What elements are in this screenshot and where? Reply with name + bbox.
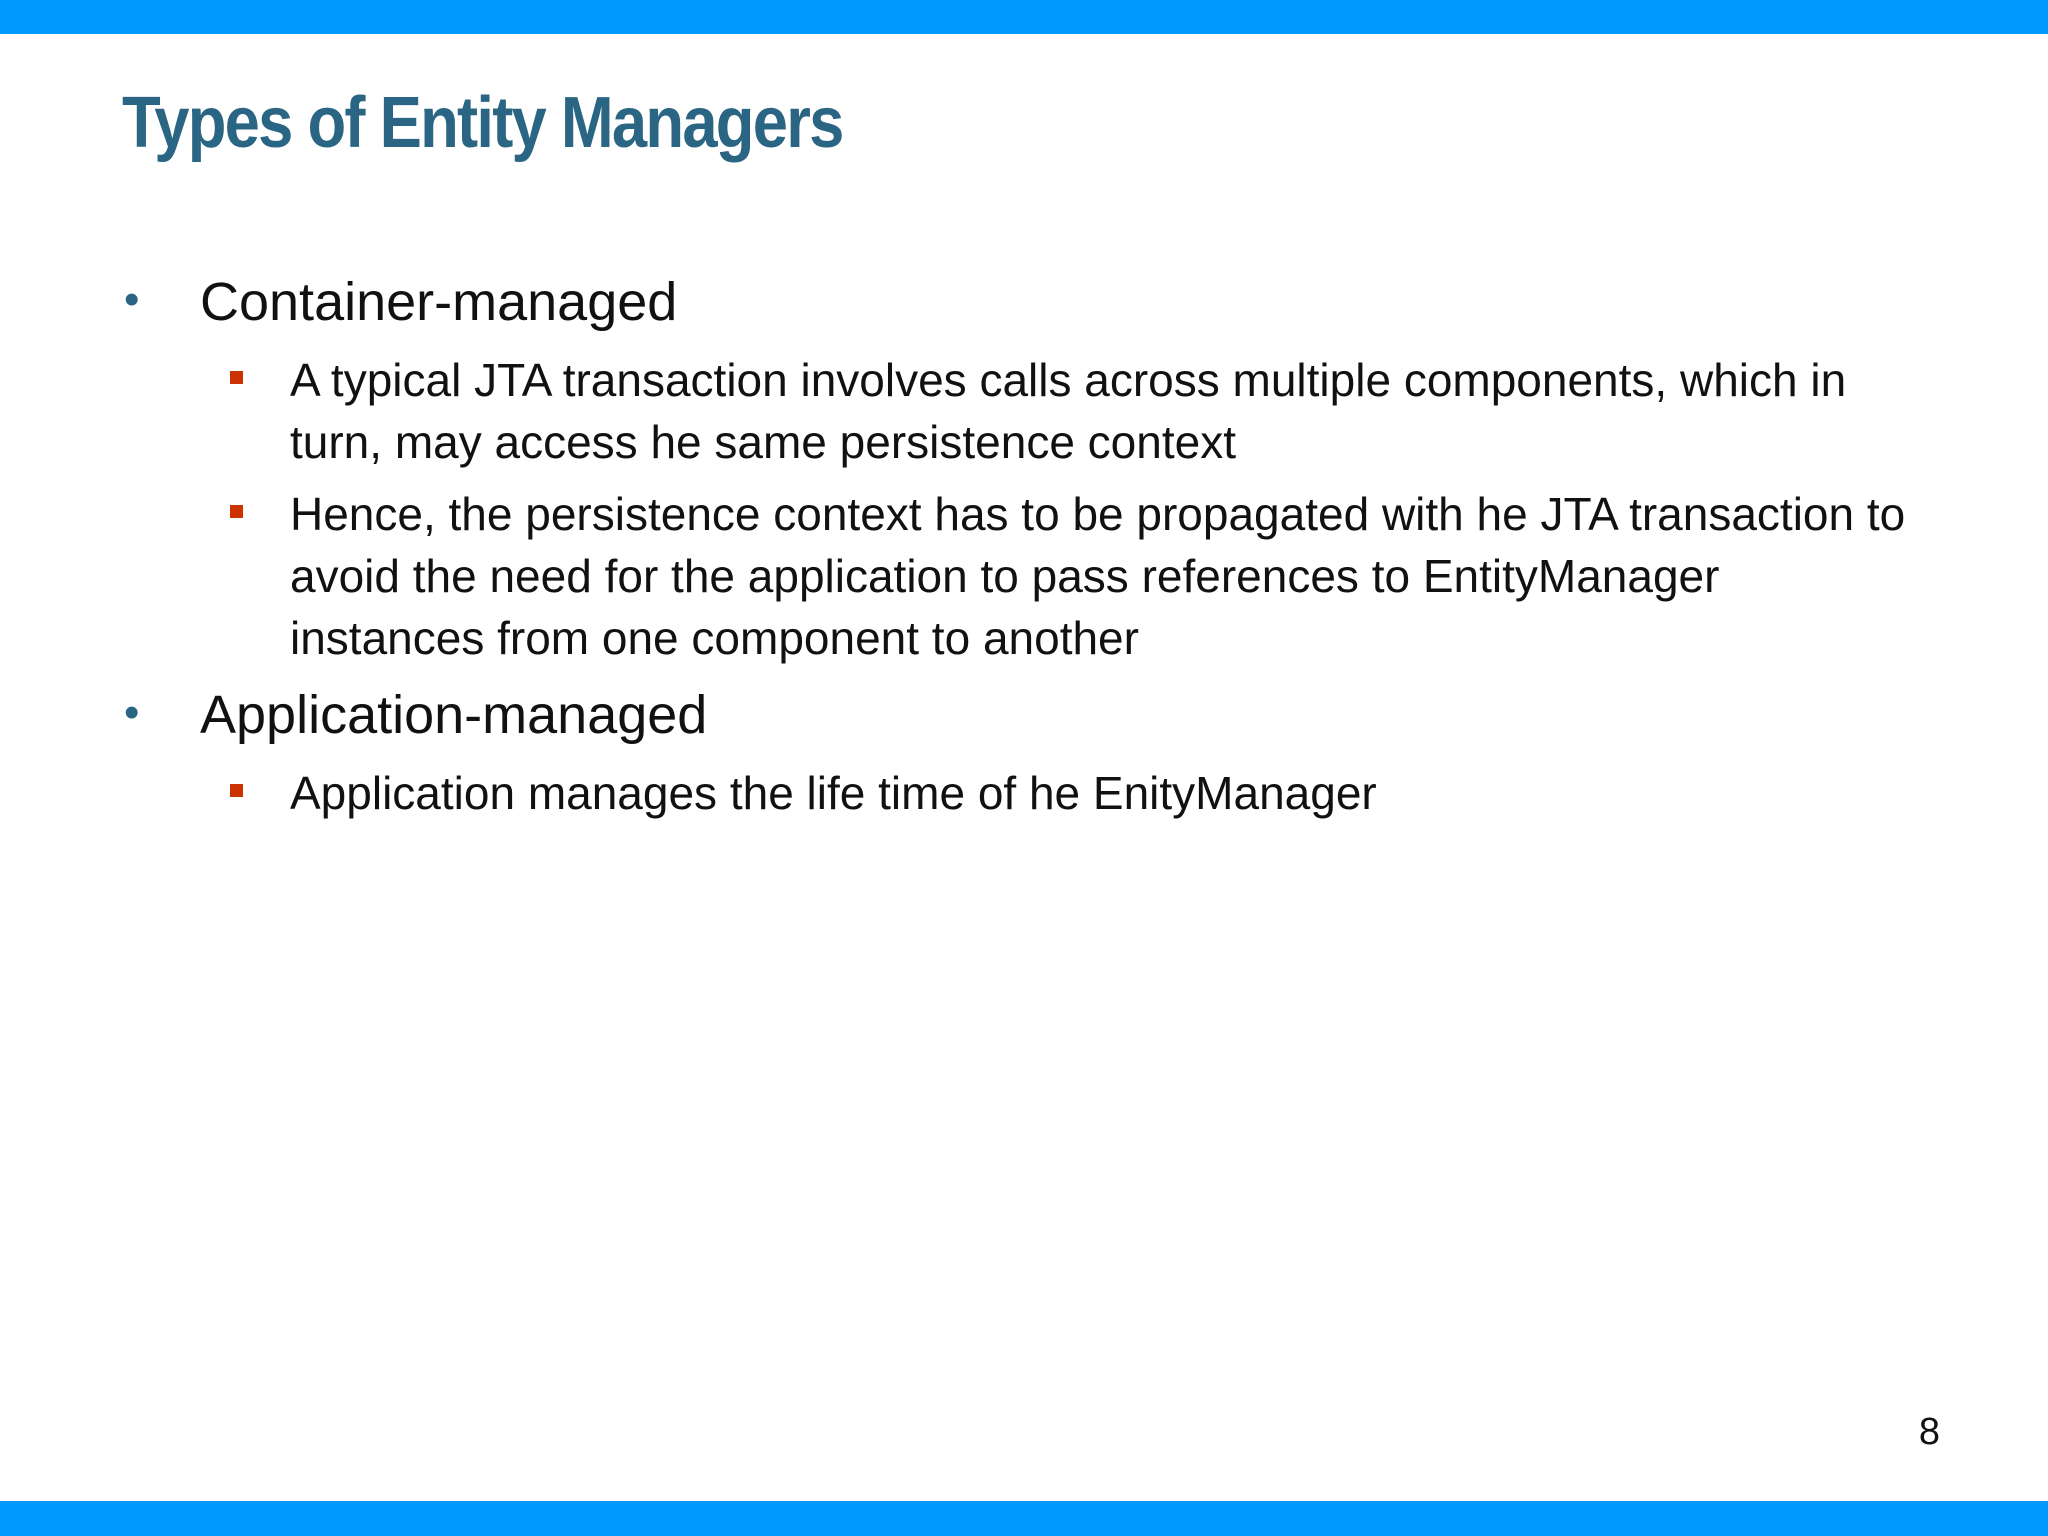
slide-title: Types of Entity Managers	[122, 83, 843, 163]
bottom-accent-bar	[0, 1501, 2048, 1536]
bullet-text: Application-managed	[200, 685, 708, 745]
sub-bullet-text: Application manages the life time of he EnityManager	[290, 767, 1377, 819]
top-accent-bar	[0, 0, 2048, 34]
square-bullet-icon	[230, 784, 243, 797]
round-bullet-icon: •	[124, 275, 140, 324]
round-bullet-icon: •	[124, 688, 140, 737]
square-bullet-icon	[230, 505, 243, 518]
sub-bullet-text: A typical JTA transaction involves calls across multiple components, which in turn, may access he same persistence context	[290, 354, 1847, 468]
page-number: 8	[1918, 1411, 1940, 1453]
sub-bullet-text: Hence, the persistence context has to be propagated with he JTA transaction to avoid the need for the application to pass references to EntityManager instances from one component to another	[290, 488, 1906, 664]
bullet-text: Container-managed	[200, 272, 678, 332]
square-bullet-icon	[230, 371, 243, 384]
